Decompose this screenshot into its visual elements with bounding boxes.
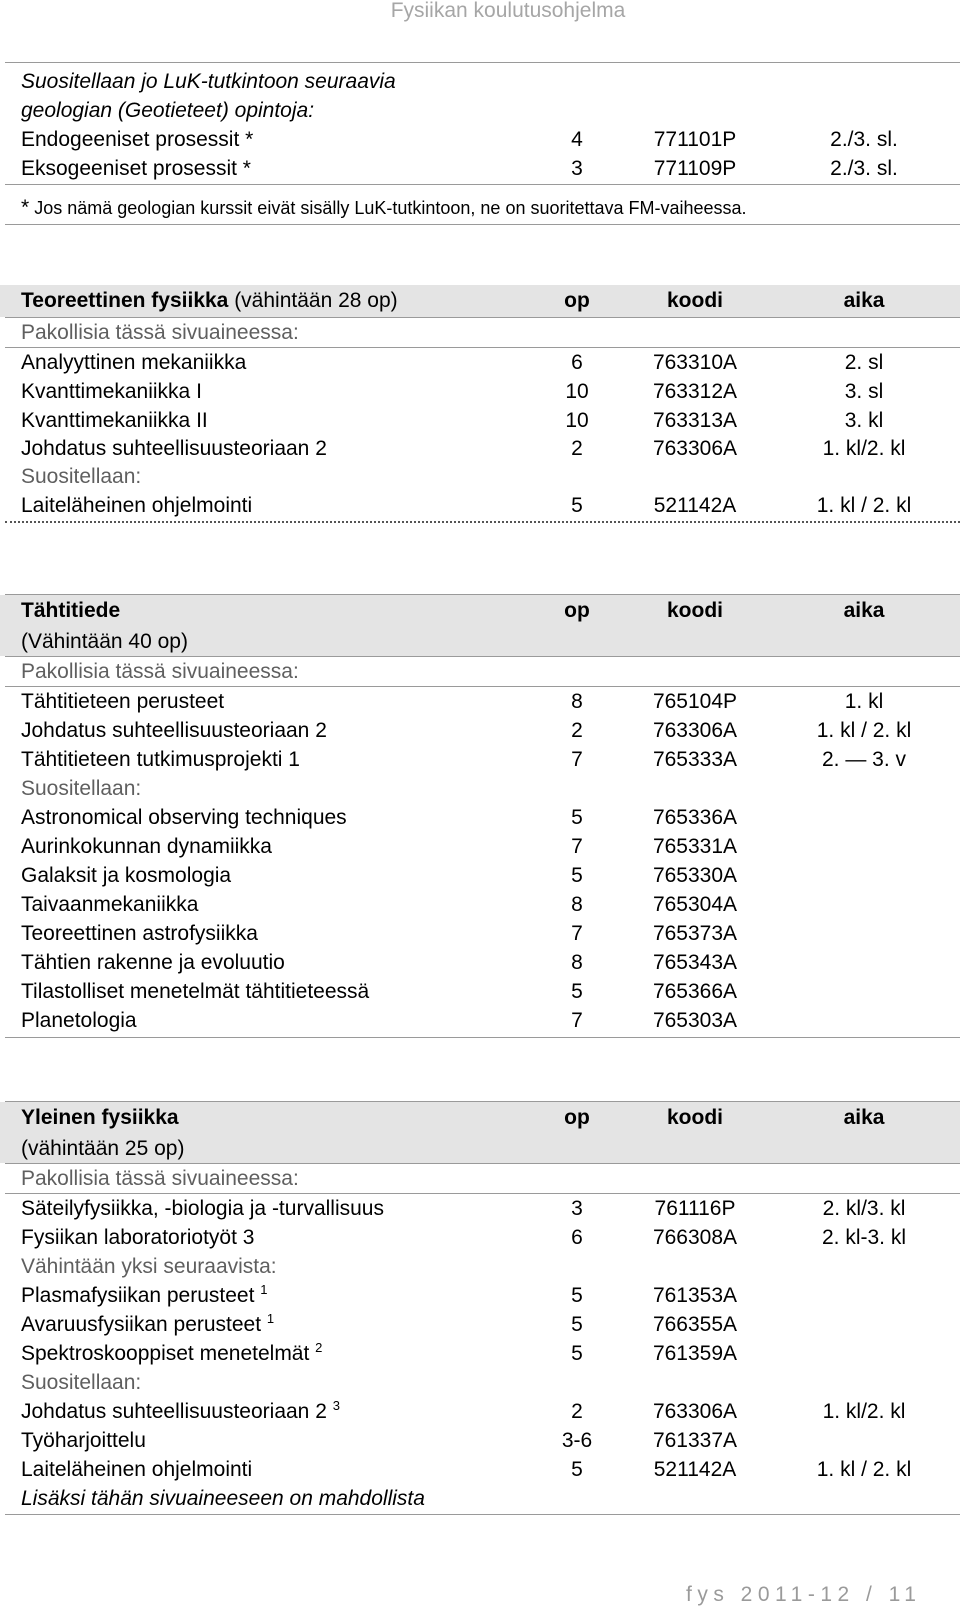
course-op: 5 bbox=[571, 1284, 583, 1307]
geology-heading-line1: Suositellaan jo LuK-tutkintoon seuraavia bbox=[21, 70, 396, 93]
course-op: 6 bbox=[571, 1226, 583, 1249]
section-header bbox=[0, 1102, 960, 1134]
course-time: 2./3. sl. bbox=[830, 128, 898, 151]
course-name: Työharjoittelu bbox=[21, 1429, 146, 1452]
course-op: 5 bbox=[571, 864, 583, 887]
section-footer-note: Lisäksi tähän sivuaineeseen on mahdollista bbox=[21, 1487, 425, 1510]
table-row bbox=[0, 491, 960, 520]
course-time: 1. kl/2. kl bbox=[822, 1400, 906, 1423]
course-name: Fysiikan laboratoriotyöt 3 bbox=[21, 1226, 255, 1249]
course-op: 5 bbox=[571, 980, 583, 1003]
course-code: 765336A bbox=[652, 806, 738, 829]
section-subtitle: (vähintään 25 op) bbox=[0, 1134, 960, 1163]
table-row bbox=[0, 1194, 960, 1223]
footnote-marker: 1 bbox=[266, 1311, 275, 1326]
course-op: 5 bbox=[571, 1342, 583, 1365]
course-code: 765366A bbox=[652, 980, 738, 1003]
course-op: 10 bbox=[565, 380, 589, 403]
table-row bbox=[0, 1455, 960, 1484]
course-code: 771109P bbox=[653, 157, 737, 180]
section-title-suffix: (vähintään 28 op) bbox=[228, 289, 398, 312]
course-op: 3 bbox=[571, 1197, 583, 1220]
table-row bbox=[0, 125, 960, 154]
course-code: 761359A bbox=[652, 1342, 738, 1365]
page-footer: fys 2011-12 / 11 bbox=[686, 1583, 922, 1606]
table-row bbox=[0, 919, 960, 948]
course-name: Johdatus suhteellisuusteoriaan 2 bbox=[21, 437, 327, 460]
course-name: Laiteläheinen ohjelmointi bbox=[21, 1458, 253, 1481]
course-op: 7 bbox=[571, 1009, 583, 1032]
course-name: Avaruusfysiikan perusteet bbox=[21, 1313, 262, 1336]
course-time: 1. kl bbox=[844, 690, 884, 713]
course-code: 761337A bbox=[652, 1429, 738, 1452]
table-row bbox=[0, 1281, 960, 1310]
course-name: Laiteläheinen ohjelmointi bbox=[21, 494, 253, 517]
course-name: Tähtitieteen perusteet bbox=[21, 690, 225, 713]
course-name: Kvanttimekaniikka I bbox=[21, 380, 202, 403]
column-header-op: op bbox=[564, 289, 590, 312]
table-row bbox=[0, 377, 960, 406]
table-row bbox=[0, 803, 960, 832]
course-op: 5 bbox=[571, 806, 583, 829]
course-name: Johdatus suhteellisuusteoriaan 2 bbox=[21, 719, 327, 742]
course-code: 765104P bbox=[652, 690, 738, 713]
course-name: Spektroskooppiset menetelmät bbox=[21, 1342, 310, 1365]
course-time: 3. kl bbox=[844, 409, 884, 432]
course-name: Aurinkokunnan dynamiikka bbox=[21, 835, 272, 858]
column-header-code: koodi bbox=[667, 289, 723, 312]
course-time: 2. sl bbox=[844, 351, 884, 374]
course-code: 766355A bbox=[652, 1313, 738, 1336]
course-name: Tähtien rakenne ja evoluutio bbox=[21, 951, 285, 974]
course-time: 2. — 3. v bbox=[821, 748, 907, 771]
course-name: Tähtitieteen tutkimusprojekti 1 bbox=[21, 748, 300, 771]
course-code: 763313A bbox=[652, 409, 738, 432]
course-name: Galaksit ja kosmologia bbox=[21, 864, 232, 887]
course-op: 2 bbox=[571, 719, 583, 742]
table-row bbox=[0, 1339, 960, 1368]
table-row bbox=[0, 977, 960, 1006]
course-op: 8 bbox=[571, 893, 583, 916]
geology-heading-line2: geologian (Geotieteet) opintoja: bbox=[21, 99, 315, 122]
course-code: 765333A bbox=[652, 748, 738, 771]
course-code: 765304A bbox=[652, 893, 738, 916]
course-name: Endogeeniset prosessit * bbox=[21, 128, 254, 151]
table-row bbox=[0, 1397, 960, 1426]
course-code: 766308A bbox=[652, 1226, 738, 1249]
course-name: Tilastolliset menetelmät tähtitieteessä bbox=[21, 980, 370, 1003]
column-header-code: koodi bbox=[667, 1106, 723, 1129]
course-op: 5 bbox=[571, 1458, 583, 1481]
column-header-code: koodi bbox=[667, 599, 723, 622]
table-row bbox=[0, 948, 960, 977]
course-name: Teoreettinen astrofysiikka bbox=[21, 922, 258, 945]
table-row bbox=[0, 154, 960, 183]
course-code: 765331A bbox=[652, 835, 738, 858]
course-name: Planetologia bbox=[21, 1009, 137, 1032]
table-row bbox=[0, 1223, 960, 1252]
course-code: 763312A bbox=[652, 380, 738, 403]
course-time: 1. kl / 2. kl bbox=[816, 719, 912, 742]
course-op: 3 bbox=[571, 157, 583, 180]
table-row bbox=[0, 861, 960, 890]
table-row bbox=[0, 1426, 960, 1455]
course-name: Kvanttimekaniikka II bbox=[21, 409, 208, 432]
course-op: 7 bbox=[571, 835, 583, 858]
course-code: 763306A bbox=[652, 1400, 738, 1423]
course-op: 2 bbox=[571, 1400, 583, 1423]
column-header-op: op bbox=[564, 1106, 590, 1129]
table-row bbox=[0, 406, 960, 435]
course-name: Plasmafysiikan perusteet bbox=[21, 1284, 255, 1307]
course-op: 8 bbox=[571, 951, 583, 974]
table-row bbox=[0, 832, 960, 861]
course-time: 2./3. sl. bbox=[830, 157, 898, 180]
course-time: 1. kl / 2. kl bbox=[816, 494, 912, 517]
course-code: 763310A bbox=[652, 351, 738, 374]
course-name: Analyyttinen mekaniikka bbox=[21, 351, 247, 374]
course-op: 4 bbox=[571, 128, 583, 151]
course-op: 5 bbox=[571, 494, 583, 517]
category-label: Pakollisia tässä sivuaineessa: bbox=[21, 321, 299, 344]
course-op: 7 bbox=[571, 922, 583, 945]
column-header-op: op bbox=[564, 599, 590, 622]
course-name: Astronomical observing techniques bbox=[21, 806, 347, 829]
table-row bbox=[0, 434, 960, 463]
geology-footnote: * Jos nämä geologian kurssit eivät sisälly LuK-tutkintoon, ne on suoritettava FM-vaiheessa. bbox=[21, 196, 747, 219]
course-op: 8 bbox=[571, 690, 583, 713]
section-title: Tähtitiede bbox=[21, 599, 121, 622]
course-op: 5 bbox=[571, 1313, 583, 1336]
course-name: Säteilyfysiikka, -biologia ja -turvallisuus bbox=[21, 1197, 384, 1220]
category-label: Suositellaan: bbox=[21, 1371, 142, 1394]
section-header bbox=[0, 595, 960, 627]
category-label: Suositellaan: bbox=[21, 465, 142, 488]
course-time: 2. kl/3. kl bbox=[822, 1197, 906, 1220]
column-header-time: aika bbox=[843, 289, 885, 312]
course-code: 521142A bbox=[653, 1458, 737, 1481]
course-code: 763306A bbox=[652, 719, 738, 742]
course-code: 765330A bbox=[652, 864, 738, 887]
course-code: 765343A bbox=[652, 951, 738, 974]
course-name: Taivaanmekaniikka bbox=[21, 893, 199, 916]
category-label: Pakollisia tässä sivuaineessa: bbox=[21, 1167, 299, 1190]
section-title: Yleinen fysiikka bbox=[21, 1106, 179, 1129]
course-code: 771101P bbox=[653, 128, 737, 151]
course-time: 2. kl-3. kl bbox=[821, 1226, 907, 1249]
section-title: Teoreettinen fysiikka bbox=[21, 289, 229, 312]
course-op: 7 bbox=[571, 748, 583, 771]
course-op: 3-6 bbox=[561, 1429, 593, 1452]
course-code: 763306A bbox=[652, 437, 738, 460]
course-code: 761116P bbox=[654, 1197, 736, 1220]
course-op: 6 bbox=[571, 351, 583, 374]
table-row bbox=[0, 745, 960, 774]
course-name: Johdatus suhteellisuusteoriaan 2 bbox=[21, 1400, 327, 1423]
course-code: 521142A bbox=[653, 494, 737, 517]
course-time: 1. kl/2. kl bbox=[822, 437, 906, 460]
course-name: Eksogeeniset prosessit * bbox=[21, 157, 251, 180]
section-header bbox=[0, 285, 960, 317]
table-row bbox=[0, 890, 960, 919]
course-time: 3. sl bbox=[844, 380, 884, 403]
course-time: 1. kl / 2. kl bbox=[816, 1458, 912, 1481]
category-label: Suositellaan: bbox=[21, 777, 142, 800]
section-subtitle: (Vähintään 40 op) bbox=[0, 627, 960, 656]
course-code: 765303A bbox=[652, 1009, 738, 1032]
table-row bbox=[0, 1006, 960, 1035]
column-header-time: aika bbox=[843, 599, 885, 622]
table-row bbox=[0, 687, 960, 716]
table-row bbox=[0, 716, 960, 745]
table-row bbox=[0, 1310, 960, 1339]
category-label: Vähintään yksi seuraavista: bbox=[21, 1255, 277, 1278]
column-header-time: aika bbox=[843, 1106, 885, 1129]
footnote-marker: 2 bbox=[315, 1340, 323, 1355]
course-op: 2 bbox=[571, 437, 583, 460]
course-code: 761353A bbox=[652, 1284, 738, 1307]
page-header: Fysiikan koulutusohjelma bbox=[390, 0, 626, 22]
course-code: 765373A bbox=[652, 922, 738, 945]
table-row bbox=[0, 348, 960, 377]
footnote-marker: 3 bbox=[332, 1398, 340, 1413]
footnote-marker: 1 bbox=[260, 1282, 268, 1297]
category-label: Pakollisia tässä sivuaineessa: bbox=[21, 660, 299, 683]
course-op: 10 bbox=[565, 409, 589, 432]
